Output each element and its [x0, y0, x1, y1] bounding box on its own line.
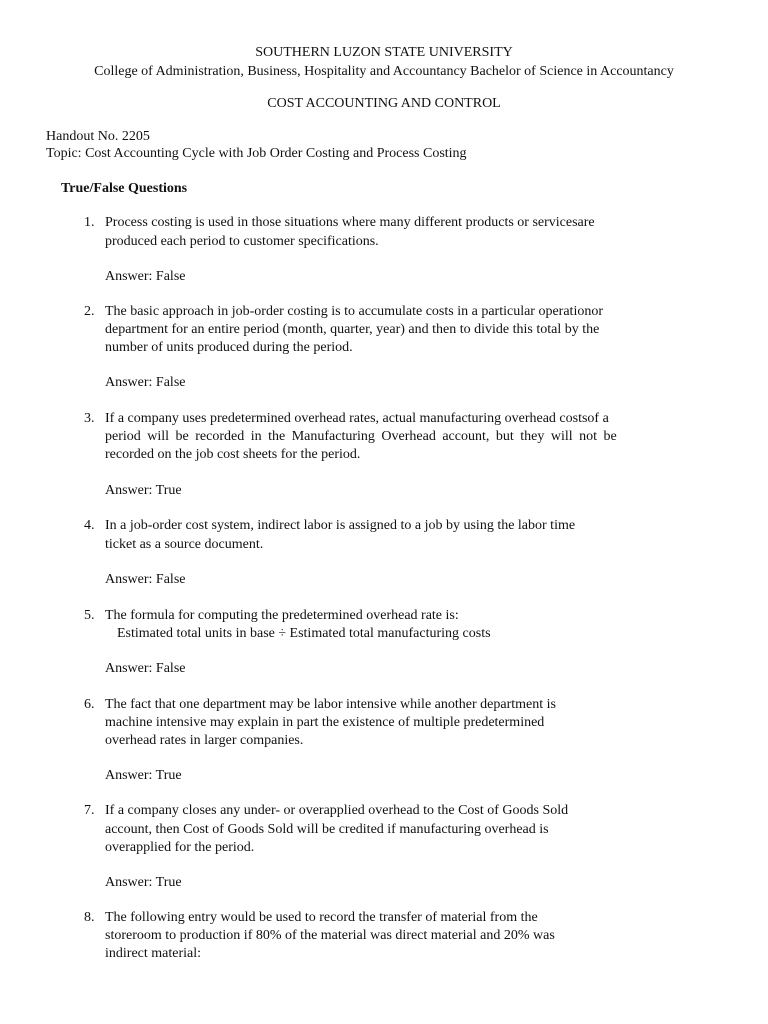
- formula-line: Estimated total units in base ÷ Estimated total manufacturing costs: [117, 626, 491, 641]
- answer-line: Answer: False: [105, 661, 186, 676]
- question-text-line: ticket as a source document.: [105, 537, 264, 552]
- question-text-line: The fact that one department may be labor intensive while another department is: [105, 697, 556, 712]
- question-text-line: If a company uses predetermined overhead rates, actual manufacturing overhead costsof a: [105, 411, 609, 426]
- question-text-line: overhead rates in larger companies.: [105, 733, 304, 748]
- question-number: 8.: [84, 910, 95, 925]
- question-text-line: The basic approach in job-order costing is to accumulate costs in a particular operationor: [105, 304, 603, 319]
- question-text-line: The following entry would be used to record the transfer of material from the: [105, 910, 538, 925]
- question-number: 2.: [84, 304, 95, 319]
- topic-line: Topic: Cost Accounting Cycle with Job Order Costing and Process Costing: [46, 146, 467, 161]
- question-text-line: In a job-order cost system, indirect labor is assigned to a job by using the labor time: [105, 518, 576, 533]
- question-text-line: produced each period to customer specifications.: [105, 234, 379, 249]
- question-number: 4.: [84, 518, 95, 533]
- section-title: True/False Questions: [61, 181, 188, 196]
- answer-line: Answer: True: [105, 768, 182, 783]
- question-text-line: machine intensive may explain in part the existence of multiple predetermined: [105, 715, 545, 730]
- question-text-line: account, then Cost of Goods Sold will be credited if manufacturing overhead is: [105, 822, 549, 837]
- question-text-line: number of units produced during the period.: [105, 340, 353, 355]
- answer-line: Answer: True: [105, 483, 182, 498]
- answer-line: Answer: True: [105, 875, 182, 890]
- question-number: 7.: [84, 803, 95, 818]
- question-number: 1.: [84, 215, 95, 230]
- college-name: College of Administration, Business, Hospitality and Accountancy Bachelor of Science in Accountancy: [94, 64, 674, 79]
- question-text-line: department for an entire period (month, quarter, year) and then to divide this total by the: [105, 322, 600, 337]
- question-number: 5.: [84, 608, 95, 623]
- question-text-line: The formula for computing the predetermined overhead rate is:: [105, 608, 459, 623]
- question-number: 3.: [84, 411, 95, 426]
- question-text-line: storeroom to production if 80% of the material was direct material and 20% was: [105, 928, 555, 943]
- question-text-line: recorded on the job cost sheets for the period.: [105, 447, 361, 462]
- question-text-line: period will be recorded in the Manufacturing Overhead account, but they will not be: [105, 429, 617, 444]
- answer-line: Answer: False: [105, 269, 186, 284]
- answer-line: Answer: False: [105, 572, 186, 587]
- question-number: 6.: [84, 697, 95, 712]
- question-text-line: If a company closes any under- or overapplied overhead to the Cost of Goods Sold: [105, 803, 569, 818]
- university-name: SOUTHERN LUZON STATE UNIVERSITY: [255, 45, 513, 60]
- question-text-line: overapplied for the period.: [105, 840, 255, 855]
- course-title: COST ACCOUNTING AND CONTROL: [267, 96, 501, 111]
- handout-number: Handout No. 2205: [46, 129, 150, 144]
- answer-line: Answer: False: [105, 375, 186, 390]
- question-text-line: Process costing is used in those situations where many different products or servicesare: [105, 215, 595, 230]
- question-text-line: indirect material:: [105, 946, 202, 961]
